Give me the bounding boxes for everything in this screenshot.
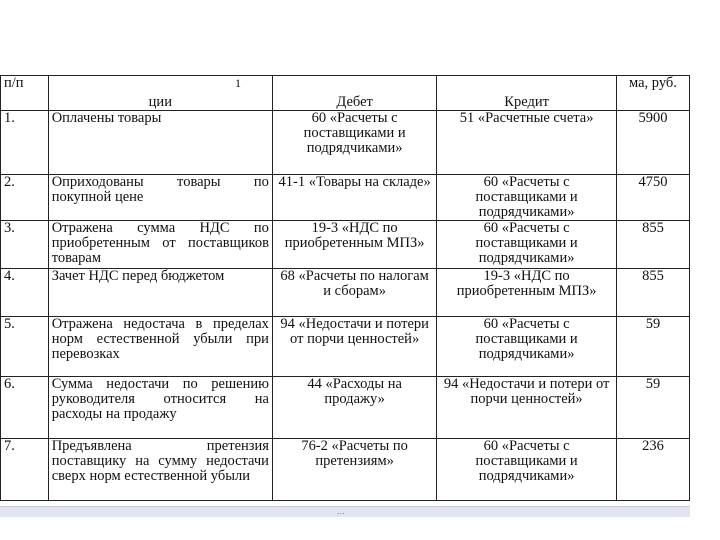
accounting-entries-table — [0, 75, 690, 501]
row-num: 1. — [1, 111, 49, 175]
row-operation: Сумма недостачи по решению руководителя относится на расходы на продажу — [48, 377, 272, 439]
row-debit: 94 «Недостачи и потери от порчи ценностей» — [272, 317, 436, 377]
row-debit: 19-3 «НДС по приобретенным МПЗ» — [272, 221, 436, 269]
row-sum: 855 — [616, 269, 689, 317]
row-debit: 44 «Расходы на продажу» — [272, 377, 436, 439]
row-credit: 94 «Недостачи и потери от порчи ценностей» — [437, 377, 617, 439]
row-credit: 51 «Расчетные счета» — [437, 111, 617, 175]
row-num: 6. — [1, 377, 49, 439]
row-debit: 60 «Расчеты с поставщиками и подрядчиками» — [272, 111, 436, 175]
row-debit: 68 «Расчеты по налогам и сборам» — [272, 269, 436, 317]
row-sum: 236 — [616, 439, 689, 501]
row-operation: Отражена недостача в пределах норм естественной убыли при перевозках — [48, 317, 272, 377]
row-operation: Оприходованы товары по покупной цене — [48, 175, 272, 221]
row-sum: 59 — [616, 317, 689, 377]
row-sum: 59 — [616, 377, 689, 439]
table-row — [1, 377, 690, 439]
row-credit: 60 «Расчеты с поставщиками и подрядчиками» — [437, 317, 617, 377]
table-row — [1, 317, 690, 377]
table-row — [1, 269, 690, 317]
row-num: 4. — [1, 269, 49, 317]
table-header-row — [1, 76, 690, 111]
table-row — [1, 221, 690, 269]
header-tick-mark: 1 — [235, 76, 241, 90]
table-body — [1, 76, 690, 501]
footer-bar — [0, 506, 690, 517]
row-operation: Отражена сумма НДС по приобретенным от поставщиков товарам — [48, 221, 272, 269]
row-credit: 60 «Расчеты с поставщиками и подрядчиками» — [437, 175, 617, 221]
row-num: 5. — [1, 317, 49, 377]
row-operation: Оплачены товары — [48, 111, 272, 175]
row-num: 3. — [1, 221, 49, 269]
header-credit: Кредит — [437, 76, 617, 111]
row-sum: 855 — [616, 221, 689, 269]
header-sum: ма, руб. — [616, 76, 689, 111]
table-row — [1, 175, 690, 221]
row-sum: 4750 — [616, 175, 689, 221]
row-num: 2. — [1, 175, 49, 221]
row-num: 7. — [1, 439, 49, 501]
table-row — [1, 439, 690, 501]
row-credit: 60 «Расчеты с поставщиками и подрядчиками» — [437, 221, 617, 269]
table-row — [1, 111, 690, 175]
footer-dots: ... — [337, 507, 345, 516]
row-operation: Зачет НДС перед бюджетом — [48, 269, 272, 317]
header-num: п/п — [1, 76, 49, 111]
header-debit: Дебет — [272, 76, 436, 111]
row-debit: 41-1 «Товары на складе» — [272, 175, 436, 221]
header-operation: ции — [48, 76, 272, 111]
row-credit: 19-3 «НДС по приобретенным МПЗ» — [437, 269, 617, 317]
row-operation: Предъявлена претензия поставщику на сумму недостачи сверх норм естественной убыли — [48, 439, 272, 501]
row-debit: 76-2 «Расчеты по претензиям» — [272, 439, 436, 501]
row-sum: 5900 — [616, 111, 689, 175]
row-credit: 60 «Расчеты с поставщиками и подрядчиками» — [437, 439, 617, 501]
